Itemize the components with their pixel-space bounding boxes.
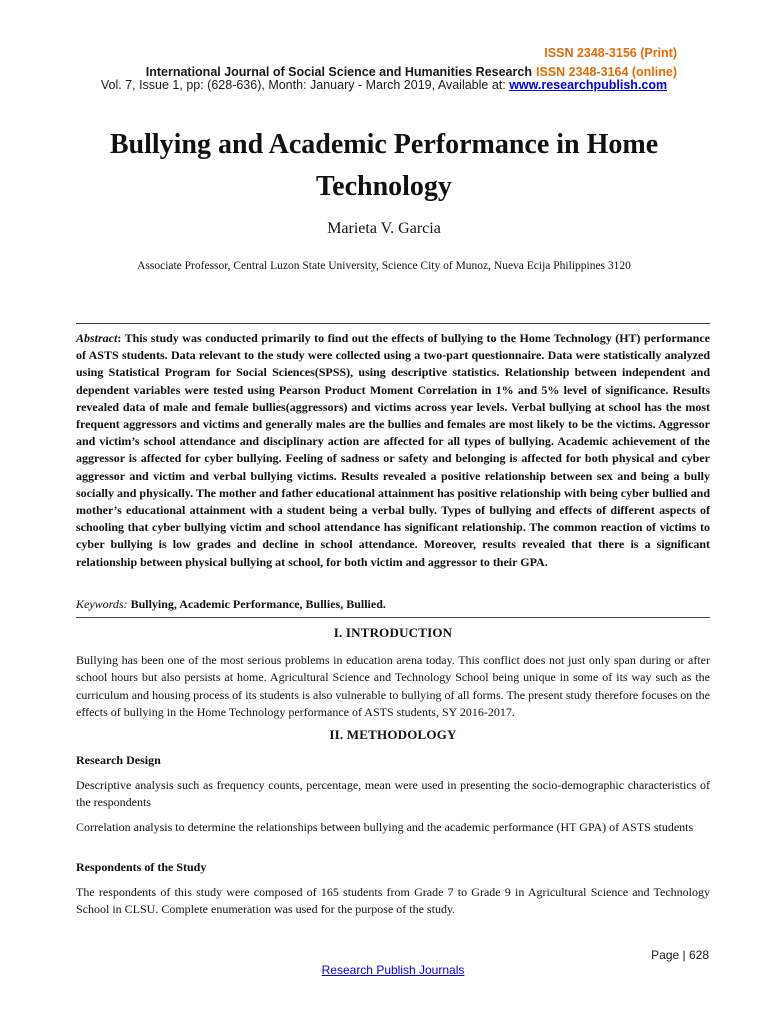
- paper-title: Bullying and Academic Performance in Home Technology: [109, 129, 659, 202]
- author-affiliation: Associate Professor, Central Luzon State University, Science City of Munoz, Nueva Ecija Philippines 3120: [137, 260, 631, 272]
- keywords-text: Bullying, Academic Performance, Bullies, Bullied.: [127, 597, 386, 611]
- respondents-heading: Respondents of the Study: [76, 860, 207, 874]
- research-design-paragraph-2: Correlation analysis to determine the relationships between bullying and the academic performance (HT GPA) of ASTS students: [76, 820, 694, 834]
- research-design-paragraph-1: Descriptive analysis such as frequency counts, percentage, mean were used in presenting the socio-demographic characteristics of the respondents: [76, 778, 710, 810]
- publisher-footer-link[interactable]: Research Publish Journals: [321, 963, 465, 977]
- issn-print: ISSN 2348-3156 (Print): [544, 46, 677, 60]
- volume-info-line: [0, 78, 768, 92]
- abstract-label: Abstract: [76, 331, 118, 345]
- keywords-label: Keywords:: [76, 597, 128, 611]
- abstract-top-rule: [76, 323, 710, 324]
- journal-name: International Journal of Social Science and Humanities Research: [145, 65, 532, 79]
- journal-website-link[interactable]: www.researchpublish.com: [509, 78, 668, 92]
- author-name: Marieta V. Garcia: [327, 220, 441, 237]
- respondents-text: The respondents of this study were composed of 165 students from Grade 7 to Grade 9 in Agricultural Science and Technology School in CLSU. Complete enumeration was used for the purpose of the study.: [76, 885, 710, 917]
- methodology-heading: II. METHODOLOGY: [329, 727, 457, 742]
- keywords: [76, 596, 710, 613]
- volume-info: Vol. 7, Issue 1, pp: (628-636), Month: January - March 2019, Available at:: [100, 78, 510, 92]
- introduction-heading: I. INTRODUCTION: [333, 625, 453, 640]
- keywords-bottom-rule: [76, 617, 710, 618]
- abstract-text: : This study was conducted primarily to find out the effects of bullying to the Home Technology (HT) performance of ASTS students. Data relevant to the study were collected using a two-part questionnaire. Data were statistically analyzed using Statistical Program for Social Sciences(SPSS), using descriptive statistics. Relationship between independent and dependent variables were tested using Pearson Product Moment Correlation in 1% and 5% level of significance. Results revealed data of male and female bullies(aggressors) and victims across year levels. Verbal bullying at school has the most frequent aggressors and victims and generally males are the bullies and females are most likely to be the victims. Aggressor and victim’s school attendance and disciplinary action are affected for all types of bullying. Academic achievement of the aggressor is affected for cyber bullying. Feeling of sadness or safety and belonging is affected for both physical and cyber aggressor and victim and verbal bullying victims. Results revealed a positive relationship between sex and being a bully socially and physically. The mother and father educational attainment has positive relationship with being cyber bullied and mother’s educational attainment with a student being a verbal bully. Types of bullying and effects of different aspects of schooling that cyber bullying victim and school attendance has significant relationship. The common reaction of victims to cyber bullying is low grades and decline in school attendance. Moreover, results revealed that there is a significant relationship between physical bullying at school, for both victim and aggressor to their GPA.: [76, 331, 710, 569]
- page-number: Page | 628: [651, 948, 709, 962]
- research-design-heading: Research Design: [76, 753, 161, 767]
- journal-header: [146, 44, 677, 82]
- introduction-text: Bullying has been one of the most serious problems in education arena today. This conflict does not just only span during or after school hours but also persists at home. Agricultural Science and Technology School being unique in some of its way such as the curriculum and housing process of its students is also vulnerable to bullying of all forms. The present study therefore focuses on the effects of bullying in the Home Technology performance of ASTS students, SY 2016-2017.: [76, 653, 710, 720]
- abstract: [76, 330, 710, 571]
- issn-online: ISSN 2348-3164 (online): [535, 65, 677, 79]
